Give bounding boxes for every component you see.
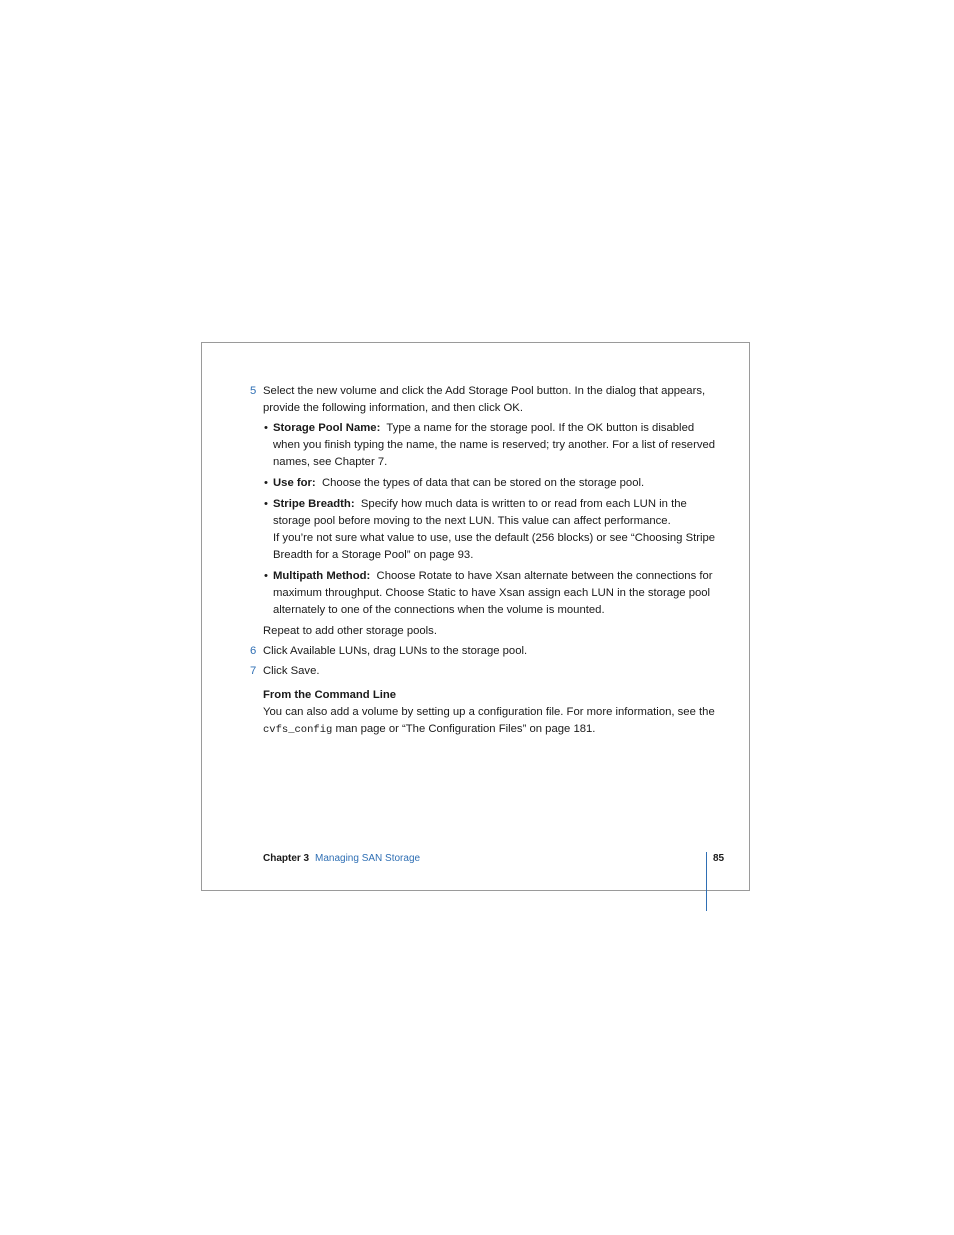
footer-chapter: Chapter 3 xyxy=(263,853,310,864)
bullet-icon: • xyxy=(264,422,268,434)
list-item-multipath-method xyxy=(263,568,720,619)
option-label: Multipath Method: xyxy=(273,570,371,582)
footer-divider xyxy=(706,852,707,911)
page-content xyxy=(250,383,720,742)
step-number: 5 xyxy=(250,385,257,397)
bullet-icon: • xyxy=(264,498,268,510)
step-text: Click Available LUNs, drag LUNs to the storage pool. xyxy=(263,645,528,657)
option-text: Choose the types of data that can be stored on the storage pool. xyxy=(321,477,645,489)
section-heading: From the Command Line xyxy=(263,689,397,701)
step-5 xyxy=(250,383,720,417)
list-item-stripe-breadth xyxy=(263,496,720,564)
config-file-code: cvfs_config xyxy=(263,724,333,736)
footer-chapter-title: Managing SAN Storage xyxy=(315,853,421,864)
list-item-use-for xyxy=(263,475,720,492)
option-text: Type a name for the storage pool. If the OK button is disabled when you finish typing the name, the name is reserved; try another. For a list of reserved names, see Chapter 7. xyxy=(273,422,716,468)
section-text-before: You can also add a volume by setting up a configuration file. For more information, see the xyxy=(263,706,715,718)
bullet-icon: • xyxy=(264,477,268,489)
step-text: Click Save. xyxy=(263,665,320,677)
page-number: 85 xyxy=(713,853,725,864)
option-list xyxy=(263,420,720,619)
list-item-storage-pool-name xyxy=(263,420,720,471)
step-number: 6 xyxy=(250,645,257,657)
step-7 xyxy=(250,663,720,680)
option-text: Specify how much data is written to or read from each LUN in the storage pool before moving to the next LUN. This value can affect performance. xyxy=(273,498,687,527)
option-label: Stripe Breadth: xyxy=(273,498,355,510)
option-label: Use for: xyxy=(273,477,316,489)
repeat-note: Repeat to add other storage pools. xyxy=(263,625,437,637)
section-text-after: man page or “The Configuration Files” on page 181. xyxy=(332,723,596,735)
option-text-continued: If you’re not sure what value to use, use the default (256 blocks) or see “Choosing Stripe Breadth for a Storage Pool” on page 93. xyxy=(273,532,716,561)
step-6 xyxy=(250,643,720,660)
option-label: Storage Pool Name: xyxy=(273,422,381,434)
step-number: 7 xyxy=(250,665,257,677)
step-text: Select the new volume and click the Add Storage Pool button. In the dialog that appears, provide the following information, and then click OK. xyxy=(263,385,706,414)
option-text: Choose Rotate to have Xsan alternate between the connections for maximum throughput. Choose Static to have Xsan assign each LUN in the storage pool alternately to one of the connections when the volume is mounted. xyxy=(273,570,713,616)
bullet-icon: • xyxy=(264,570,268,582)
section-text xyxy=(250,704,720,739)
